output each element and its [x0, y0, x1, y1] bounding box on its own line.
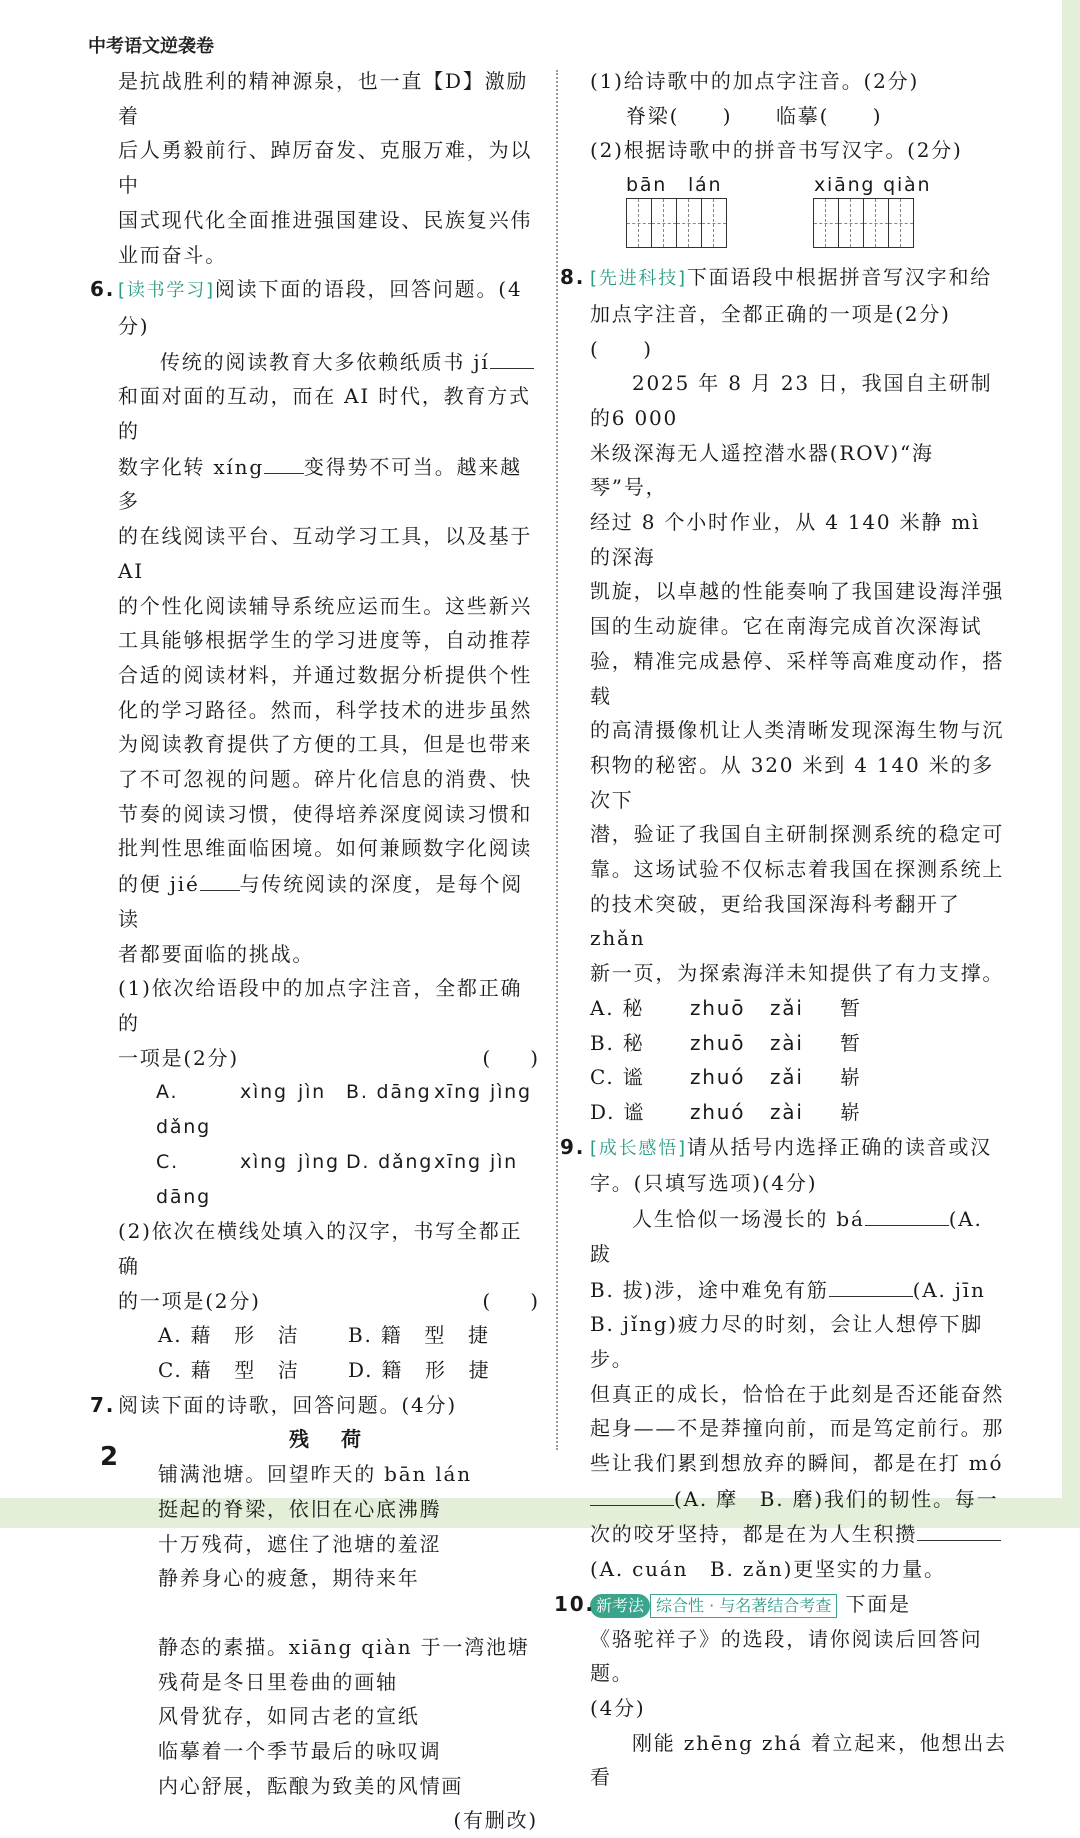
pinyin-xiangqian: xiāng qiàn [814, 174, 932, 197]
q6-passage-line [118, 449, 538, 519]
q6-text: 与传统阅读的深度，是每个阅读 [118, 872, 523, 931]
q8-stem-text: 下面语段中根据拼音写汉字和给 [686, 265, 993, 290]
q6-passage-line: 批判性思维面临困境。如何兼顾数字化阅读 [118, 836, 533, 861]
opt-text: zhuó [690, 1099, 746, 1124]
q7-number: 7. [90, 1392, 116, 1417]
q8-stem-text-2: 加点字注音，全都正确的一项是(2分)( ) [590, 301, 951, 361]
q10-passage-line: 刚能 zhēng zhá 着立起来，他想出去看 [590, 1730, 1007, 1790]
option-b[interactable]: B. 籍 型 捷 [348, 1323, 490, 1348]
header-title: 中考语文逆袭卷 [88, 36, 214, 57]
option-d[interactable]: D. dǎng [346, 1150, 434, 1173]
option-row [156, 1075, 538, 1144]
option-c[interactable] [590, 1060, 1010, 1095]
q8-passage-line: 验，精准完成悬停、采样等高难度动作，搭载 [590, 648, 1005, 708]
q7-sub1-items [590, 99, 1010, 134]
q6-passage-line: 的在线阅读平台、互动学习工具，以及基于 AI [118, 524, 533, 583]
q6-sub2 [118, 1284, 538, 1319]
option-c[interactable]: C. 藉 型 洁 [158, 1358, 300, 1383]
q6-number: 6. [90, 277, 116, 302]
poem-stanza-2 [118, 1630, 538, 1804]
intro-line: 国式现代化全面推进强国建设、民族复兴伟 [118, 207, 533, 232]
intro-line: 是抗战胜利的精神源泉，也一直【D】激励着 [118, 69, 529, 128]
q6-passage-line: 节奏的阅读习惯，使得培养深度阅读习惯和 [118, 801, 533, 826]
q6-passage-line [118, 344, 538, 380]
q9-tag: [成长感悟] [590, 1137, 687, 1159]
q9-passage-line [590, 1201, 1010, 1271]
q6-passage-line [118, 866, 538, 936]
poem-line: 静态的素描。xiāng qiàn 于一湾池塘 [158, 1634, 530, 1659]
q9-blank-1[interactable] [865, 1201, 949, 1226]
poem-line: 静养身心的疲惫，期待来年 [158, 1566, 420, 1591]
option-a-3: jìn [298, 1081, 326, 1104]
poem-line: 内心舒展，酝酿为致美的风情画 [158, 1773, 464, 1798]
q6-blank-1[interactable] [490, 344, 534, 369]
new-exam-badge: 新考法 [590, 1594, 650, 1618]
q6-sub2-options [118, 1318, 538, 1387]
q10-tag: 综合性 · 与名著结合考查 [650, 1594, 837, 1618]
q8-passage-line: 新一页，为探索海洋未知提供了有力支撑。 [590, 961, 1005, 986]
q9-text: (A. 跋 [590, 1207, 983, 1266]
option-d-3: jìn [490, 1150, 518, 1173]
q9-passage-line [590, 1516, 1010, 1552]
column-divider [556, 70, 558, 1450]
q8-stem [560, 260, 1010, 297]
q6-text: 数字化转 xíng [118, 454, 264, 479]
q6-passage-line: 合适的阅读材料，并通过数据分析提供个性 [118, 662, 533, 687]
q6-sub1-text: 一项是(2分) [118, 1045, 239, 1070]
option-b[interactable]: B. dāng [346, 1081, 432, 1104]
q6-passage-line: 的个性化阅读辅导系统应运而生。这些新兴 [118, 593, 533, 618]
q6-blank-2[interactable] [264, 449, 304, 474]
q9-stem [560, 1130, 1010, 1167]
q9-text: 次的咬牙坚持，都是在为人生积攒 [590, 1522, 917, 1547]
option-c[interactable]: C. dāng [156, 1150, 212, 1208]
q9-passage-line: 起身——不是莽撞向前，而是笃定前行。那 [590, 1416, 1005, 1441]
q9-passage-line: (A. cuán B. zǎn)更坚实的力量。 [590, 1557, 946, 1582]
option-d[interactable]: D. 籍 形 捷 [348, 1358, 491, 1383]
q9-passage-line: 些让我们累到想放弃的瞬间，都是在打 mó [590, 1451, 1004, 1476]
opt-text: zǎi [770, 1065, 804, 1090]
option-d[interactable] [590, 1095, 1010, 1130]
grid-cell [814, 199, 839, 247]
q6-sub2-text: 的一项是(2分) [118, 1288, 261, 1313]
option-a[interactable]: A. dǎng [156, 1081, 212, 1139]
grid-cell [889, 199, 913, 247]
right-column [554, 64, 1010, 1795]
stanza-gap [118, 1596, 538, 1630]
q9-blank-4[interactable] [917, 1516, 1001, 1541]
poem-line: 风骨犹存，如同古老的宣纸 [158, 1704, 420, 1729]
q6-sub1-options [118, 1075, 538, 1214]
pinyin-row [590, 168, 1010, 198]
option-a[interactable]: A. 藉 形 洁 [158, 1323, 300, 1348]
option-c-2: xìng [240, 1150, 288, 1173]
q9-passage-line [590, 1272, 1010, 1308]
poem-title: 残 荷 [289, 1427, 367, 1452]
q9-text: 人生恰似一场漫长的 bá [632, 1207, 865, 1232]
q6-sub1-answer[interactable]: ( ) [482, 1045, 538, 1070]
q6-sub2: (2)依次在横线处填入的汉字，书写全都正确 [118, 1219, 523, 1278]
q9-text: (A. jīn [912, 1277, 986, 1302]
writing-grid-xiangqian[interactable] [813, 198, 914, 248]
poem-line: 十万残荷，遮住了池塘的羞涩 [158, 1531, 442, 1556]
q6-tag: [读书学习] [118, 280, 215, 302]
q9-passage-line [590, 1481, 1010, 1517]
q6-text: 传统的阅读教育大多依赖纸质书 jí [160, 349, 490, 374]
q8-passage-line: 积物的秘密。从 320 米到 4 140 米的多次下 [590, 752, 995, 812]
q7-stem [90, 1388, 538, 1423]
q10-stem-text-2: 《骆驼祥子》的选段，请你阅读后回答问题。 [590, 1626, 983, 1686]
q6-blank-3[interactable] [200, 866, 240, 891]
option-row [156, 1145, 538, 1214]
writing-grids [590, 198, 1010, 248]
poem-stanza-1 [118, 1457, 538, 1596]
q8-passage-line: 经过 8 个小时作业，从 4 140 米静 mì 的深海 [590, 510, 981, 569]
opt-text: 暂 [840, 1030, 862, 1055]
grid-cell [652, 199, 677, 247]
q10-number: 10. [554, 1591, 595, 1616]
poem-line: 挺起的脊梁，依旧在心底沸腾 [158, 1496, 442, 1521]
q6-sub1: (1)依次给语段中的加点字注音，全都正确的 [118, 976, 523, 1035]
grid-cell [677, 199, 702, 247]
option-a[interactable] [590, 991, 1010, 1026]
q8-passage-line: 靠。这场试验不仅标志着我国在探测系统上 [590, 857, 1005, 882]
q7-sub2: (2)根据诗歌中的拼音书写汉字。(2分) [590, 138, 963, 163]
q9-text: B. 拔)涉，途中难免有筋 [590, 1277, 829, 1302]
q8-passage-line: 国的生动旋律。它在南海完成首次深海试 [590, 614, 983, 639]
page-number: 2 [100, 1442, 119, 1472]
q9-blank-2[interactable] [829, 1272, 913, 1297]
q7-sub1: (1)给诗歌中的加点字注音。(2分) [590, 69, 920, 93]
q6-passage-line: 和面对面的互动，而在 AI 时代，教育方式的 [118, 384, 531, 444]
q6-text: 变得势不可当。越来越多 [118, 454, 522, 514]
q7-stem-text: 阅读下面的诗歌，回答问题。(4分) [118, 1392, 457, 1417]
grid-cell [627, 199, 652, 247]
poem-line: 临摹着一个季节最后的咏叹调 [158, 1739, 442, 1764]
q8-passage-line: 的技术突破，更给我国深海科考翻开了 zhǎn [590, 891, 961, 951]
q6-text: 的便 jié [118, 872, 200, 897]
q6-stem-text: 阅读下面的语段，回答问题。(4分) [118, 277, 523, 338]
writing-grid-banlan[interactable] [626, 198, 727, 248]
grid-cell [839, 199, 864, 247]
opt-text: zài [770, 1030, 804, 1055]
q9-passage-line: B. jǐng)疲力尽的时刻，会让人想停下脚步。 [590, 1312, 984, 1371]
q6-stem [90, 272, 538, 343]
q6-passage-line: 工具能够根据学生的学习进度等，自动推荐 [118, 628, 533, 653]
q10-stem [554, 1587, 1010, 1622]
q8-passage-line: 潜，验证了我国自主研制探测系统的稳定可 [590, 822, 1005, 847]
option-d-2: xīng [434, 1150, 482, 1173]
option-c-3: jìng [298, 1150, 340, 1173]
q8-passage-line: 的高清摄像机让人类清晰发现深海生物与沉 [590, 718, 1005, 743]
opt-text: zhuō [690, 995, 746, 1020]
opt-text: B. 秘 [590, 1030, 645, 1055]
option-a-2: xìng [240, 1081, 288, 1104]
intro-line: 后人勇毅前行、踔厉奋发、克服万难，为以中 [118, 138, 533, 198]
q9-blank-3[interactable] [590, 1481, 674, 1506]
q9-stem-text-2: 字。(只填写选项)(4分) [590, 1171, 818, 1196]
option-b-2: xīng [434, 1081, 482, 1104]
opt-text: C. 谧 [590, 1065, 645, 1090]
opt-text: 暂 [840, 995, 862, 1020]
q6-passage-line: 为阅读教育提供了方便的工具，但是也带来 [118, 732, 533, 757]
pinyin-banlan: bān lán [626, 174, 723, 197]
grid-cell [702, 199, 726, 247]
q8-passage-line: 米级深海无人遥控潜水器(ROV)“海琴”号， [590, 440, 934, 500]
q6-sub1 [118, 1041, 538, 1076]
poem-line: 铺满池塘。回望昨天的 bān lán [158, 1462, 472, 1487]
grid-cell [864, 199, 889, 247]
q8-tag: [先进科技] [590, 268, 687, 290]
option-b[interactable] [590, 1026, 1010, 1061]
q6-passage-line: 了不可忽视的问题。碎片化信息的消费、快 [118, 767, 533, 792]
left-column [90, 64, 538, 1838]
q9-text: (A. 摩 B. 磨)我们的韧性。每一 [674, 1486, 999, 1511]
q9-stem-text: 请从括号内选择正确的读音或汉 [686, 1134, 993, 1159]
page-edge [1062, 0, 1080, 1528]
q10-stem-text-3: (4分) [590, 1695, 646, 1720]
opt-text: D. 谧 [590, 1099, 646, 1124]
q6-sub2-answer[interactable]: ( ) [482, 1288, 538, 1313]
answer-jiliang[interactable]: 脊梁( ) [626, 103, 733, 128]
q8-passage-line: 2025 年 8 月 23 日，我国自主研制的6 000 [590, 371, 993, 430]
opt-text: 崭 [840, 1065, 862, 1090]
q10-stem-text: 下面是 [845, 1591, 911, 1616]
q9-number: 9. [560, 1134, 586, 1159]
q8-passage-line: 凯旋，以卓越的性能奏响了我国建设海洋强 [590, 579, 1005, 604]
poem-line: 残荷是冬日里卷曲的画轴 [158, 1669, 398, 1694]
q6-passage-line: 化的学习路径。然而，科学技术的进步虽然 [118, 697, 533, 722]
q8-number: 8. [560, 265, 586, 290]
opt-text: zhuó [690, 1065, 746, 1090]
opt-text: zài [770, 1099, 804, 1124]
q6-passage-line: 者都要面临的挑战。 [118, 941, 315, 966]
option-b-3: jìng [490, 1081, 532, 1104]
intro-line: 业而奋斗。 [118, 242, 227, 267]
opt-text: zǎi [770, 995, 804, 1020]
opt-text: A. 秘 [590, 995, 645, 1020]
poem-source: (有删改) [453, 1808, 538, 1833]
opt-text: zhuō [690, 1030, 746, 1055]
opt-text: 崭 [840, 1099, 862, 1124]
q8-options [590, 991, 1010, 1130]
answer-linmo[interactable]: 临摹( ) [776, 103, 883, 128]
q9-passage-line: 但真正的成长，恰恰在于此刻是否还能奋然 [590, 1381, 1005, 1406]
